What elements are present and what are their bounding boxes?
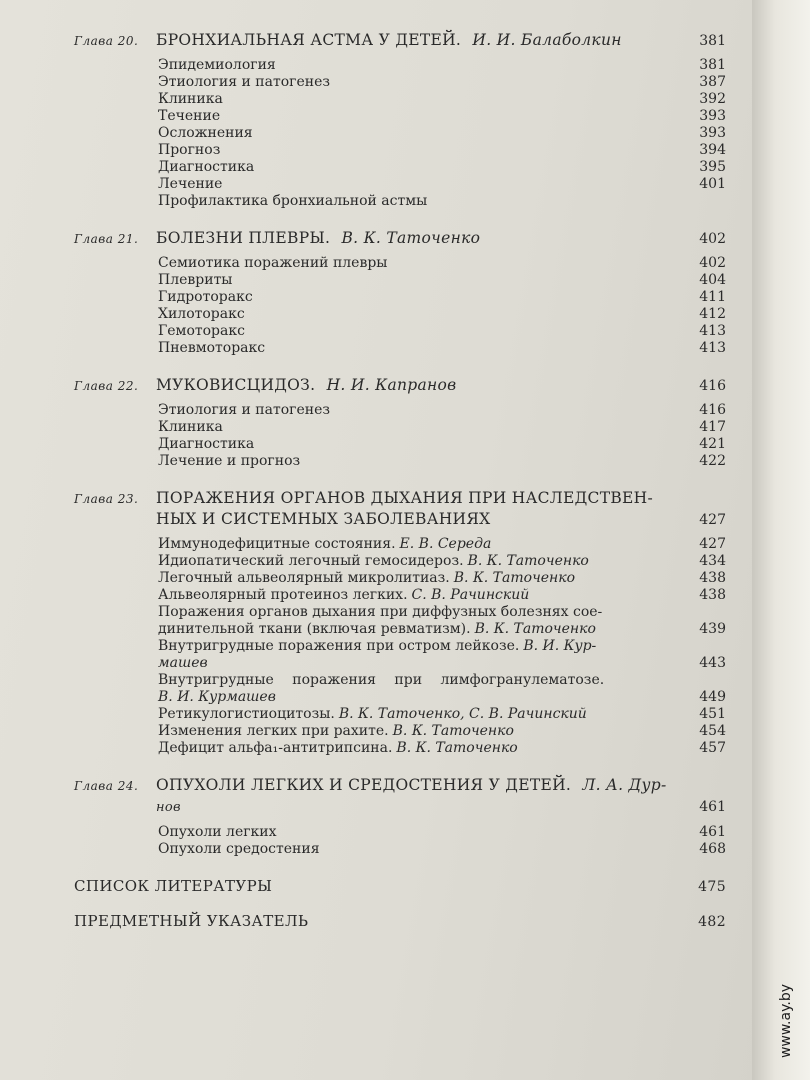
chapter-label: Глава 24.: [74, 779, 139, 793]
entry-author: В. И. Курмашев: [158, 689, 276, 705]
chapter-title: БРОНХИАЛЬНАЯ АСТМА У ДЕТЕЙ.: [156, 31, 462, 49]
chapter-label: Глава 23.: [74, 492, 139, 506]
entry-text: Осложнения: [158, 125, 253, 141]
entry-text: Иммунодефицитные состояния.: [158, 536, 396, 552]
chapter-label: Глава 22.: [74, 379, 139, 393]
entry-page: 381: [699, 57, 726, 73]
chapter-items: [158, 57, 726, 210]
toc-entry: [158, 340, 726, 357]
toc-entry: [158, 453, 726, 470]
entry-text: Прогноз: [158, 142, 221, 158]
entry-page: 412: [699, 306, 726, 322]
entry-page: 404: [699, 272, 726, 288]
toc-entry: [158, 723, 726, 740]
chapter-page: 416: [699, 378, 726, 394]
entry-page: 417: [699, 419, 726, 435]
entry-page: 443: [699, 655, 726, 671]
entry-author: машев: [158, 655, 208, 671]
toc-entry: [158, 740, 726, 757]
chapter-title: ОПУХОЛИ ЛЕГКИХ И СРЕДОСТЕНИЯ У ДЕТЕЙ.: [156, 776, 572, 794]
toc-entry: [158, 604, 726, 621]
entry-text: Дефицит альфа₁-антитрипсина.: [158, 740, 393, 756]
toc-entry: [158, 672, 726, 689]
entry-text: Опухоли средостения: [158, 841, 320, 857]
chapter-title: БОЛЕЗНИ ПЛЕВРЫ.: [156, 229, 331, 247]
entry-text: Этиология и патогенез: [158, 74, 330, 90]
entry-author: В. И. Кур-: [523, 638, 597, 654]
toc-entry-cont: [158, 689, 726, 706]
entry-text: Пневмоторакс: [158, 340, 266, 356]
entry-page: 387: [699, 74, 726, 90]
toc-entry: [158, 570, 726, 587]
entry-text: Диагностика: [158, 159, 255, 175]
chapter-22: [74, 375, 726, 470]
entry-text: Внутригрудные поражения при лимфогранулематозе.: [158, 672, 605, 688]
chapter-items: [158, 402, 726, 470]
toc-entry: [158, 306, 726, 323]
chapter-label: Глава 20.: [74, 34, 139, 48]
toc-entry: [158, 272, 726, 289]
chapter-items: [158, 255, 726, 357]
toc-entry: [158, 125, 726, 142]
chapter-page: 402: [699, 231, 726, 247]
toc-entry: [158, 553, 726, 570]
toc-entry: [158, 419, 726, 436]
entry-text: Клиника: [158, 91, 223, 107]
toc-entry: [158, 824, 726, 841]
entry-text: Плевриты: [158, 272, 233, 288]
chapter-23: [74, 488, 726, 757]
entry-page: 454: [699, 723, 726, 739]
toc-entry: [158, 436, 726, 453]
toc-entry: [158, 142, 726, 159]
entry-text: Клиника: [158, 419, 223, 435]
entry-page: 422: [699, 453, 726, 469]
entry-text: Поражения органов дыхания при диффузных болезнях сое-: [158, 604, 603, 620]
entry-page: 461: [699, 824, 726, 840]
entry-page: 393: [699, 108, 726, 124]
toc-entry: [158, 255, 726, 272]
entry-page: 411: [699, 289, 726, 305]
toc-entry: [158, 323, 726, 340]
entry-page: 416: [699, 402, 726, 418]
chapter-page: 381: [699, 33, 726, 49]
entry-text: Диагностика: [158, 436, 255, 452]
toc-entry: [158, 706, 726, 723]
toc-entry: [158, 289, 726, 306]
entry-text: Лечение и прогноз: [158, 453, 301, 469]
entry-page: 482: [698, 914, 726, 930]
chapter-items: [158, 536, 726, 757]
entry-page: 393: [699, 125, 726, 141]
toc-entry: [158, 159, 726, 176]
toc-entry: [158, 638, 726, 655]
chapter-author: И. И. Балаболкин: [472, 31, 622, 49]
entry-page: 439: [699, 621, 726, 637]
entry-page: 434: [699, 553, 726, 569]
chapter-author: Л. А. Дур-: [582, 776, 667, 794]
page-edge: [752, 0, 810, 1080]
chapter-page: 461: [699, 799, 726, 815]
entry-author: Е. В. Середа: [399, 536, 492, 552]
entry-page: 427: [699, 536, 726, 552]
chapter-title: МУКОВИСЦИДОЗ.: [156, 376, 316, 394]
entry-page: 449: [699, 689, 726, 705]
chapter-21: [74, 228, 726, 357]
toc-entry: [158, 176, 726, 193]
entry-author: В. К. Таточенко: [453, 570, 576, 586]
entry-page: 413: [699, 340, 726, 356]
toc-entry: [158, 74, 726, 91]
entry-page: 413: [699, 323, 726, 339]
chapter-20: [74, 30, 726, 210]
entry-text: Легочный альвеолярный микролитиаз.: [158, 570, 450, 586]
chapter-page: 427: [699, 512, 726, 528]
chapter-author: В. К. Таточенко: [341, 229, 481, 247]
chapter-title: ПОРАЖЕНИЯ ОРГАНОВ ДЫХАНИЯ ПРИ НАСЛЕДСТВЕН-: [156, 489, 653, 507]
entry-author: В. К. Таточенко: [474, 621, 596, 637]
chapter-24: [74, 775, 726, 858]
entry-page: 402: [699, 255, 726, 271]
entry-page: 457: [699, 740, 726, 756]
entry-text: Внутригрудные поражения при остром лейкозе.: [158, 638, 520, 654]
entry-page: 438: [699, 587, 726, 603]
entry-author: В. К. Таточенко: [467, 553, 589, 569]
chapter-label: Глава 21.: [74, 232, 139, 246]
entry-page: 475: [698, 879, 726, 895]
entry-text: Этиология и патогенез: [158, 402, 330, 418]
entry-author: С. В. Рачинский: [411, 587, 530, 603]
references-entry: [74, 876, 726, 897]
entry-text: СПИСОК ЛИТЕРАТУРЫ: [74, 877, 273, 895]
entry-text: Хилоторакс: [158, 306, 245, 322]
entry-text: Гидроторакс: [158, 289, 253, 305]
chapter-items: [158, 824, 726, 858]
entry-page: 468: [699, 841, 726, 857]
entry-page: 395: [699, 159, 726, 175]
toc-entry: [158, 91, 726, 108]
toc-entry: [158, 193, 726, 210]
chapter-title-cont: НЫХ И СИСТЕМНЫХ ЗАБОЛЕВАНИЯХ: [156, 510, 491, 528]
toc-entry-cont: [158, 655, 726, 672]
entry-page: 394: [699, 142, 726, 158]
watermark: www.ay.by: [778, 984, 794, 1059]
index-entry: [74, 911, 726, 932]
entry-text: Семиотика поражений плевры: [158, 255, 388, 271]
entry-author: В. К. Таточенко: [396, 740, 518, 756]
entry-text: Ретикулогистиоцитозы.: [158, 706, 335, 722]
toc-entry: [158, 587, 726, 604]
entry-text: ПРЕДМЕТНЫЙ УКАЗАТЕЛЬ: [74, 912, 309, 930]
toc-entry: [158, 536, 726, 553]
entry-text: Профилактика бронхиальной астмы: [158, 193, 428, 209]
entry-text: Течение: [158, 108, 221, 124]
entry-page: 392: [699, 91, 726, 107]
entry-text: Идиопатический легочный гемосидероз.: [158, 553, 464, 569]
entry-text: динительной ткани (включая ревматизм).: [158, 621, 471, 637]
toc-entry: [158, 841, 726, 858]
toc-entry-cont: [158, 621, 726, 638]
entry-page: 438: [699, 570, 726, 586]
toc-entry: [158, 402, 726, 419]
entry-text: Гемоторакс: [158, 323, 245, 339]
toc-entry: [158, 57, 726, 74]
chapter-author-cont: нов: [156, 800, 181, 815]
entry-text: Лечение: [158, 176, 223, 192]
entry-page: 401: [699, 176, 726, 192]
entry-text: Альвеолярный протеиноз легких.: [158, 587, 408, 603]
entry-page: 421: [699, 436, 726, 452]
chapter-author: Н. И. Капранов: [326, 376, 457, 394]
table-of-contents: [74, 30, 726, 932]
entry-page: 451: [699, 706, 726, 722]
entry-author: В. К. Таточенко, С. В. Рачинский: [338, 706, 587, 722]
entry-text: Опухоли легких: [158, 824, 277, 840]
entry-author: В. К. Таточенко: [392, 723, 514, 739]
entry-text: Изменения легких при рахите.: [158, 723, 389, 739]
entry-text: Эпидемиология: [158, 57, 276, 73]
toc-entry: [158, 108, 726, 125]
